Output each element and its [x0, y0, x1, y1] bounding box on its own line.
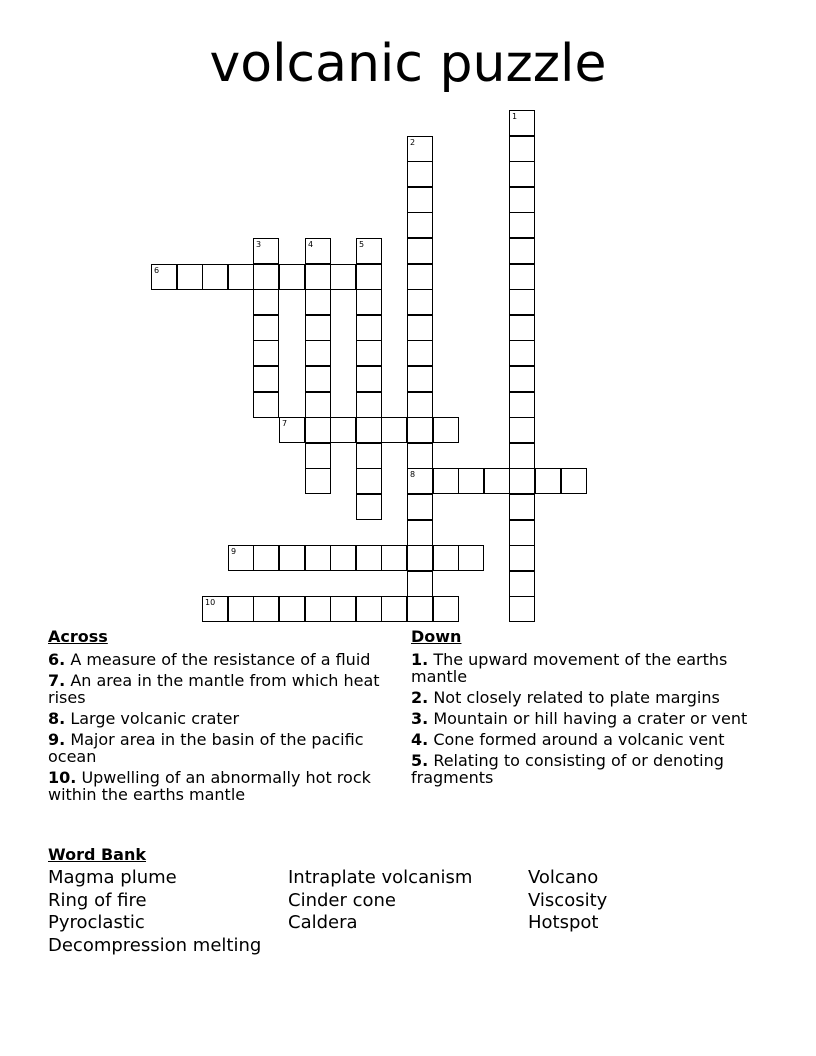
across-clue-8: [48, 710, 398, 727]
across-heading: Across: [48, 627, 108, 646]
clue-text: Major area in the basin of the pacific ocean: [48, 730, 364, 766]
grid-cell[interactable]: [330, 596, 356, 622]
grid-cell[interactable]: [433, 417, 459, 443]
grid-cell[interactable]: [356, 494, 382, 520]
clue-number: 3.: [411, 709, 429, 728]
grid-cell[interactable]: [407, 417, 433, 443]
grid-cell[interactable]: [407, 264, 433, 290]
clue-text: Mountain or hill having a crater or vent: [433, 709, 748, 728]
grid-cell[interactable]: [305, 340, 331, 366]
grid-cell[interactable]: [509, 187, 535, 213]
grid-cell[interactable]: [407, 392, 433, 418]
clue-number: 5.: [411, 751, 429, 770]
grid-cell[interactable]: [202, 596, 228, 622]
grid-cell[interactable]: [177, 264, 203, 290]
grid-cell[interactable]: [253, 545, 279, 571]
grid-cell[interactable]: [407, 545, 433, 571]
grid-cell[interactable]: [407, 494, 433, 520]
cell-number: 9: [231, 547, 237, 556]
cell-number: 5: [359, 240, 365, 249]
grid-cell[interactable]: [509, 289, 535, 315]
clue-text: Not closely related to plate margins: [433, 688, 720, 707]
grid-cell[interactable]: [253, 596, 279, 622]
grid-cell[interactable]: [509, 366, 535, 392]
grid-cell[interactable]: [330, 545, 356, 571]
cell-number: 2: [410, 138, 416, 147]
clue-number: 4.: [411, 730, 429, 749]
grid-cell[interactable]: [509, 136, 535, 162]
cell-number: 3: [256, 240, 262, 249]
grid-cell[interactable]: [407, 238, 433, 264]
cell-number: 6: [154, 266, 160, 275]
clue-number: 7.: [48, 671, 66, 690]
word-bank-item: Hotspot: [528, 912, 599, 933]
grid-cell[interactable]: [407, 468, 433, 494]
grid-cell[interactable]: [356, 596, 382, 622]
clue-text: Cone formed around a volcanic vent: [433, 730, 725, 749]
grid-cell[interactable]: [509, 596, 535, 622]
grid-cell[interactable]: [305, 417, 331, 443]
grid-cell[interactable]: [509, 392, 535, 418]
grid-cell[interactable]: [356, 264, 382, 290]
cell-number: 7: [282, 419, 288, 428]
across-clue-9: [48, 731, 398, 765]
clue-number: 2.: [411, 688, 429, 707]
clue-text: Relating to consisting of or denoting fragments: [411, 751, 724, 787]
grid-cell[interactable]: [407, 161, 433, 187]
puzzle-title: volcanic puzzle: [209, 34, 607, 94]
grid-cell[interactable]: [407, 443, 433, 469]
grid-cell[interactable]: [433, 545, 459, 571]
grid-cell[interactable]: [407, 187, 433, 213]
grid-cell[interactable]: [561, 468, 587, 494]
grid-cell[interactable]: [305, 443, 331, 469]
cell-number: 1: [512, 112, 518, 121]
grid-cell[interactable]: [535, 468, 561, 494]
down-heading: Down: [411, 627, 462, 646]
word-bank-item: Decompression melting: [48, 934, 262, 956]
clue-text: An area in the mantle from which heat rises: [48, 671, 380, 707]
grid-cell[interactable]: [305, 315, 331, 341]
clue-number: 10.: [48, 768, 77, 787]
grid-cell[interactable]: [509, 443, 535, 469]
grid-cell[interactable]: [509, 520, 535, 546]
grid-cell[interactable]: [202, 264, 228, 290]
grid-cell[interactable]: [509, 494, 535, 520]
grid-cell[interactable]: [253, 289, 279, 315]
grid-cell[interactable]: [228, 264, 254, 290]
word-bank: [48, 845, 768, 957]
grid-cell[interactable]: [279, 417, 305, 443]
grid-cell[interactable]: [484, 468, 510, 494]
down-clue-4: [411, 731, 756, 748]
clue-number: 1.: [411, 650, 429, 669]
grid-cell[interactable]: [356, 392, 382, 418]
grid-cell[interactable]: [305, 596, 331, 622]
grid-cell[interactable]: [509, 161, 535, 187]
down-clue-2: [411, 689, 756, 706]
word-bank-item: Ring of fire: [48, 889, 147, 911]
grid-cell[interactable]: [305, 289, 331, 315]
word-bank-item: Cinder cone: [288, 889, 396, 911]
grid-cell[interactable]: [509, 110, 535, 136]
down-clue-3: [411, 710, 756, 727]
grid-cell[interactable]: [305, 468, 331, 494]
grid-cell[interactable]: [305, 366, 331, 392]
grid-cell[interactable]: [253, 315, 279, 341]
grid-cell[interactable]: [407, 520, 433, 546]
grid-cell[interactable]: [407, 340, 433, 366]
grid-cell[interactable]: [509, 264, 535, 290]
across-clue-7: [48, 672, 398, 706]
clue-text: Upwelling of an abnormally hot rock within the earths mantle: [48, 768, 371, 804]
grid-cell[interactable]: [330, 417, 356, 443]
grid-cell[interactable]: [253, 340, 279, 366]
across-clue-10: [48, 769, 398, 803]
grid-cell[interactable]: [356, 468, 382, 494]
grid-cell[interactable]: [407, 571, 433, 597]
grid-cell[interactable]: [458, 468, 484, 494]
across-clues: [48, 627, 398, 807]
grid-cell[interactable]: [279, 545, 305, 571]
grid-cell[interactable]: [228, 545, 254, 571]
grid-cell[interactable]: [407, 366, 433, 392]
grid-cell[interactable]: [356, 366, 382, 392]
grid-cell[interactable]: [356, 238, 382, 264]
grid-cell[interactable]: [509, 340, 535, 366]
word-bank-item: Viscosity: [528, 889, 608, 911]
word-bank-item: Volcano: [528, 867, 599, 888]
grid-cell[interactable]: [279, 596, 305, 622]
grid-cell[interactable]: [407, 136, 433, 162]
word-bank-item: Magma plume: [48, 867, 177, 888]
clue-number: 6.: [48, 650, 66, 669]
grid-cell[interactable]: [407, 212, 433, 238]
clue-number: 9.: [48, 730, 66, 749]
grid-cell[interactable]: [356, 289, 382, 315]
down-clue-5: [411, 752, 756, 786]
grid-cell[interactable]: [458, 545, 484, 571]
grid-cell[interactable]: [509, 212, 535, 238]
word-bank-heading: Word Bank: [48, 845, 147, 864]
grid-cell[interactable]: [253, 264, 279, 290]
grid-cell[interactable]: [509, 545, 535, 571]
word-bank-list: [48, 867, 768, 957]
grid-cell[interactable]: [253, 366, 279, 392]
grid-cell[interactable]: [305, 238, 331, 264]
grid-cell[interactable]: [381, 596, 407, 622]
grid-cell[interactable]: [330, 264, 356, 290]
cell-number: 10: [205, 598, 216, 607]
clue-text: A measure of the resistance of a fluid: [70, 650, 371, 669]
grid-cell[interactable]: [407, 596, 433, 622]
grid-cell[interactable]: [253, 238, 279, 264]
grid-cell[interactable]: [228, 596, 254, 622]
grid-cell[interactable]: [356, 315, 382, 341]
word-bank-item: Caldera: [288, 912, 358, 933]
grid-cell[interactable]: [433, 596, 459, 622]
down-clues: [411, 627, 756, 790]
grid-cell[interactable]: [356, 545, 382, 571]
down-clue-1: [411, 651, 756, 685]
grid-cell[interactable]: [356, 417, 382, 443]
clue-number: 8.: [48, 709, 66, 728]
grid-cell[interactable]: [381, 545, 407, 571]
grid-cell[interactable]: [279, 264, 305, 290]
grid-cell[interactable]: [305, 264, 331, 290]
clue-text: The upward movement of the earths mantle: [411, 650, 728, 686]
grid-cell[interactable]: [356, 443, 382, 469]
grid-cell[interactable]: [509, 315, 535, 341]
grid-cell[interactable]: [381, 417, 407, 443]
grid-cell[interactable]: [509, 417, 535, 443]
grid-cell[interactable]: [305, 392, 331, 418]
grid-cell[interactable]: [509, 468, 535, 494]
grid-cell[interactable]: [509, 238, 535, 264]
word-bank-item: Pyroclastic: [48, 912, 145, 933]
grid-cell[interactable]: [305, 545, 331, 571]
grid-cell[interactable]: [253, 392, 279, 418]
grid-cell[interactable]: [407, 315, 433, 341]
grid-cell[interactable]: [151, 264, 177, 290]
across-clue-6: [48, 651, 398, 668]
grid-cell[interactable]: [509, 571, 535, 597]
grid-cell[interactable]: [407, 289, 433, 315]
cell-number: 4: [308, 240, 314, 249]
grid-cell[interactable]: [356, 340, 382, 366]
clue-text: Large volcanic crater: [70, 709, 240, 728]
word-bank-item: Intraplate volcanism: [288, 867, 473, 888]
grid-cell[interactable]: [433, 468, 459, 494]
cell-number: 8: [410, 470, 416, 479]
